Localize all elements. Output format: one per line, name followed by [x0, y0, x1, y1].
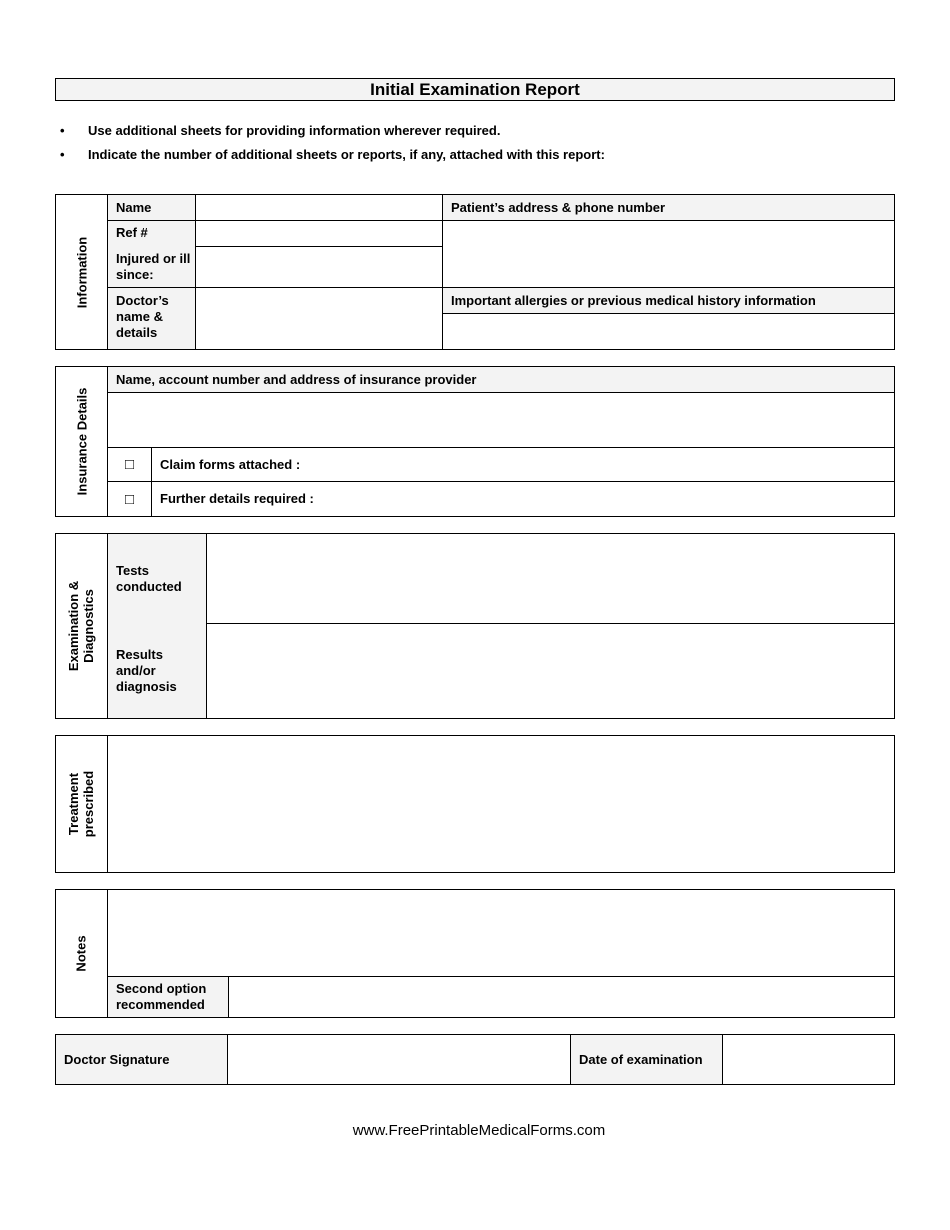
- notes-section: [55, 889, 895, 1018]
- examination-label-column: [108, 534, 207, 718]
- notes-field[interactable]: [108, 890, 894, 977]
- signature-section: [55, 1034, 895, 1085]
- page-title: Initial Examination Report: [55, 78, 895, 101]
- instruction-text: Indicate the number of additional sheets or reports, if any, attached with this report:: [88, 146, 605, 162]
- footer-url[interactable]: www.FreePrintableMedicalForms.com: [352, 1122, 606, 1139]
- treatment-label-line2: prescribed: [81, 770, 97, 838]
- patient-address-field[interactable]: [443, 221, 894, 288]
- treatment-label-line1: Treatment: [66, 772, 82, 836]
- instruction-text: Use additional sheets for providing information wherever required.: [88, 122, 501, 138]
- name-field[interactable]: [196, 195, 443, 221]
- tests-conducted-label: Tests conducted: [116, 563, 182, 594]
- allergies-label: Important allergies or previous medical history information: [443, 288, 894, 314]
- instruction-item: [60, 118, 900, 142]
- claim-forms-label: Claim forms attached :: [152, 448, 894, 482]
- examination-section-label: [67, 581, 97, 671]
- results-diagnosis-label: Results and/or diagnosis: [116, 647, 177, 694]
- bullet: •: [60, 122, 65, 138]
- information-section: [55, 194, 895, 350]
- checkbox-icon: □: [124, 490, 135, 508]
- patient-address-label: Patient’s address & phone number: [443, 195, 894, 221]
- notes-section-label: Notes: [74, 935, 89, 972]
- doctor-details-field[interactable]: [196, 288, 443, 349]
- information-section-label: Information: [74, 236, 89, 308]
- insurance-provider-field[interactable]: [108, 393, 894, 448]
- notes-section-label-cell: [56, 890, 108, 1017]
- tests-conducted-field[interactable]: [207, 534, 894, 624]
- examination-label-line1: Examination &: [66, 580, 82, 672]
- insurance-section-label: Insurance Details: [74, 387, 89, 496]
- results-diagnosis-field[interactable]: [207, 624, 894, 718]
- injured-label: Injured or ill since:: [116, 251, 191, 282]
- doctor-details-label: Doctor’s name & details: [108, 288, 196, 349]
- examination-label-line2: Diagnostics: [81, 589, 97, 663]
- further-details-checkbox[interactable]: [108, 482, 152, 516]
- injured-since-field[interactable]: [196, 247, 443, 288]
- instruction-item: [60, 142, 900, 166]
- doctor-signature-field[interactable]: [228, 1035, 571, 1084]
- ref-field[interactable]: [196, 221, 443, 247]
- treatment-section: [55, 735, 895, 873]
- treatment-field[interactable]: [108, 736, 894, 872]
- instructions-list: [60, 118, 900, 166]
- name-label: Name: [108, 195, 196, 221]
- date-of-examination-field[interactable]: [723, 1035, 894, 1084]
- information-section-label-cell: [56, 195, 108, 349]
- examination-section: [55, 533, 895, 719]
- treatment-section-label: [67, 771, 97, 837]
- further-details-label: Further details required :: [160, 491, 314, 506]
- bullet: •: [60, 146, 65, 162]
- claim-forms-checkbox[interactable]: [108, 448, 152, 482]
- second-option-label: Second option recommended: [108, 977, 229, 1017]
- treatment-section-label-cell: [56, 736, 108, 872]
- allergies-field[interactable]: [443, 314, 894, 349]
- insurance-provider-label: Name, account number and address of insurance provider: [108, 367, 894, 393]
- doctor-signature-label: Doctor Signature: [56, 1035, 228, 1084]
- checkbox-icon: □: [124, 456, 135, 473]
- second-option-field[interactable]: [229, 977, 894, 1017]
- insurance-section-label-cell: [56, 367, 108, 516]
- date-of-examination-label: Date of examination: [571, 1035, 723, 1084]
- examination-section-label-cell: [56, 534, 108, 718]
- insurance-section: [55, 366, 895, 517]
- ref-label: Ref #: [116, 225, 148, 240]
- ref-injured-label-cell: [108, 221, 196, 288]
